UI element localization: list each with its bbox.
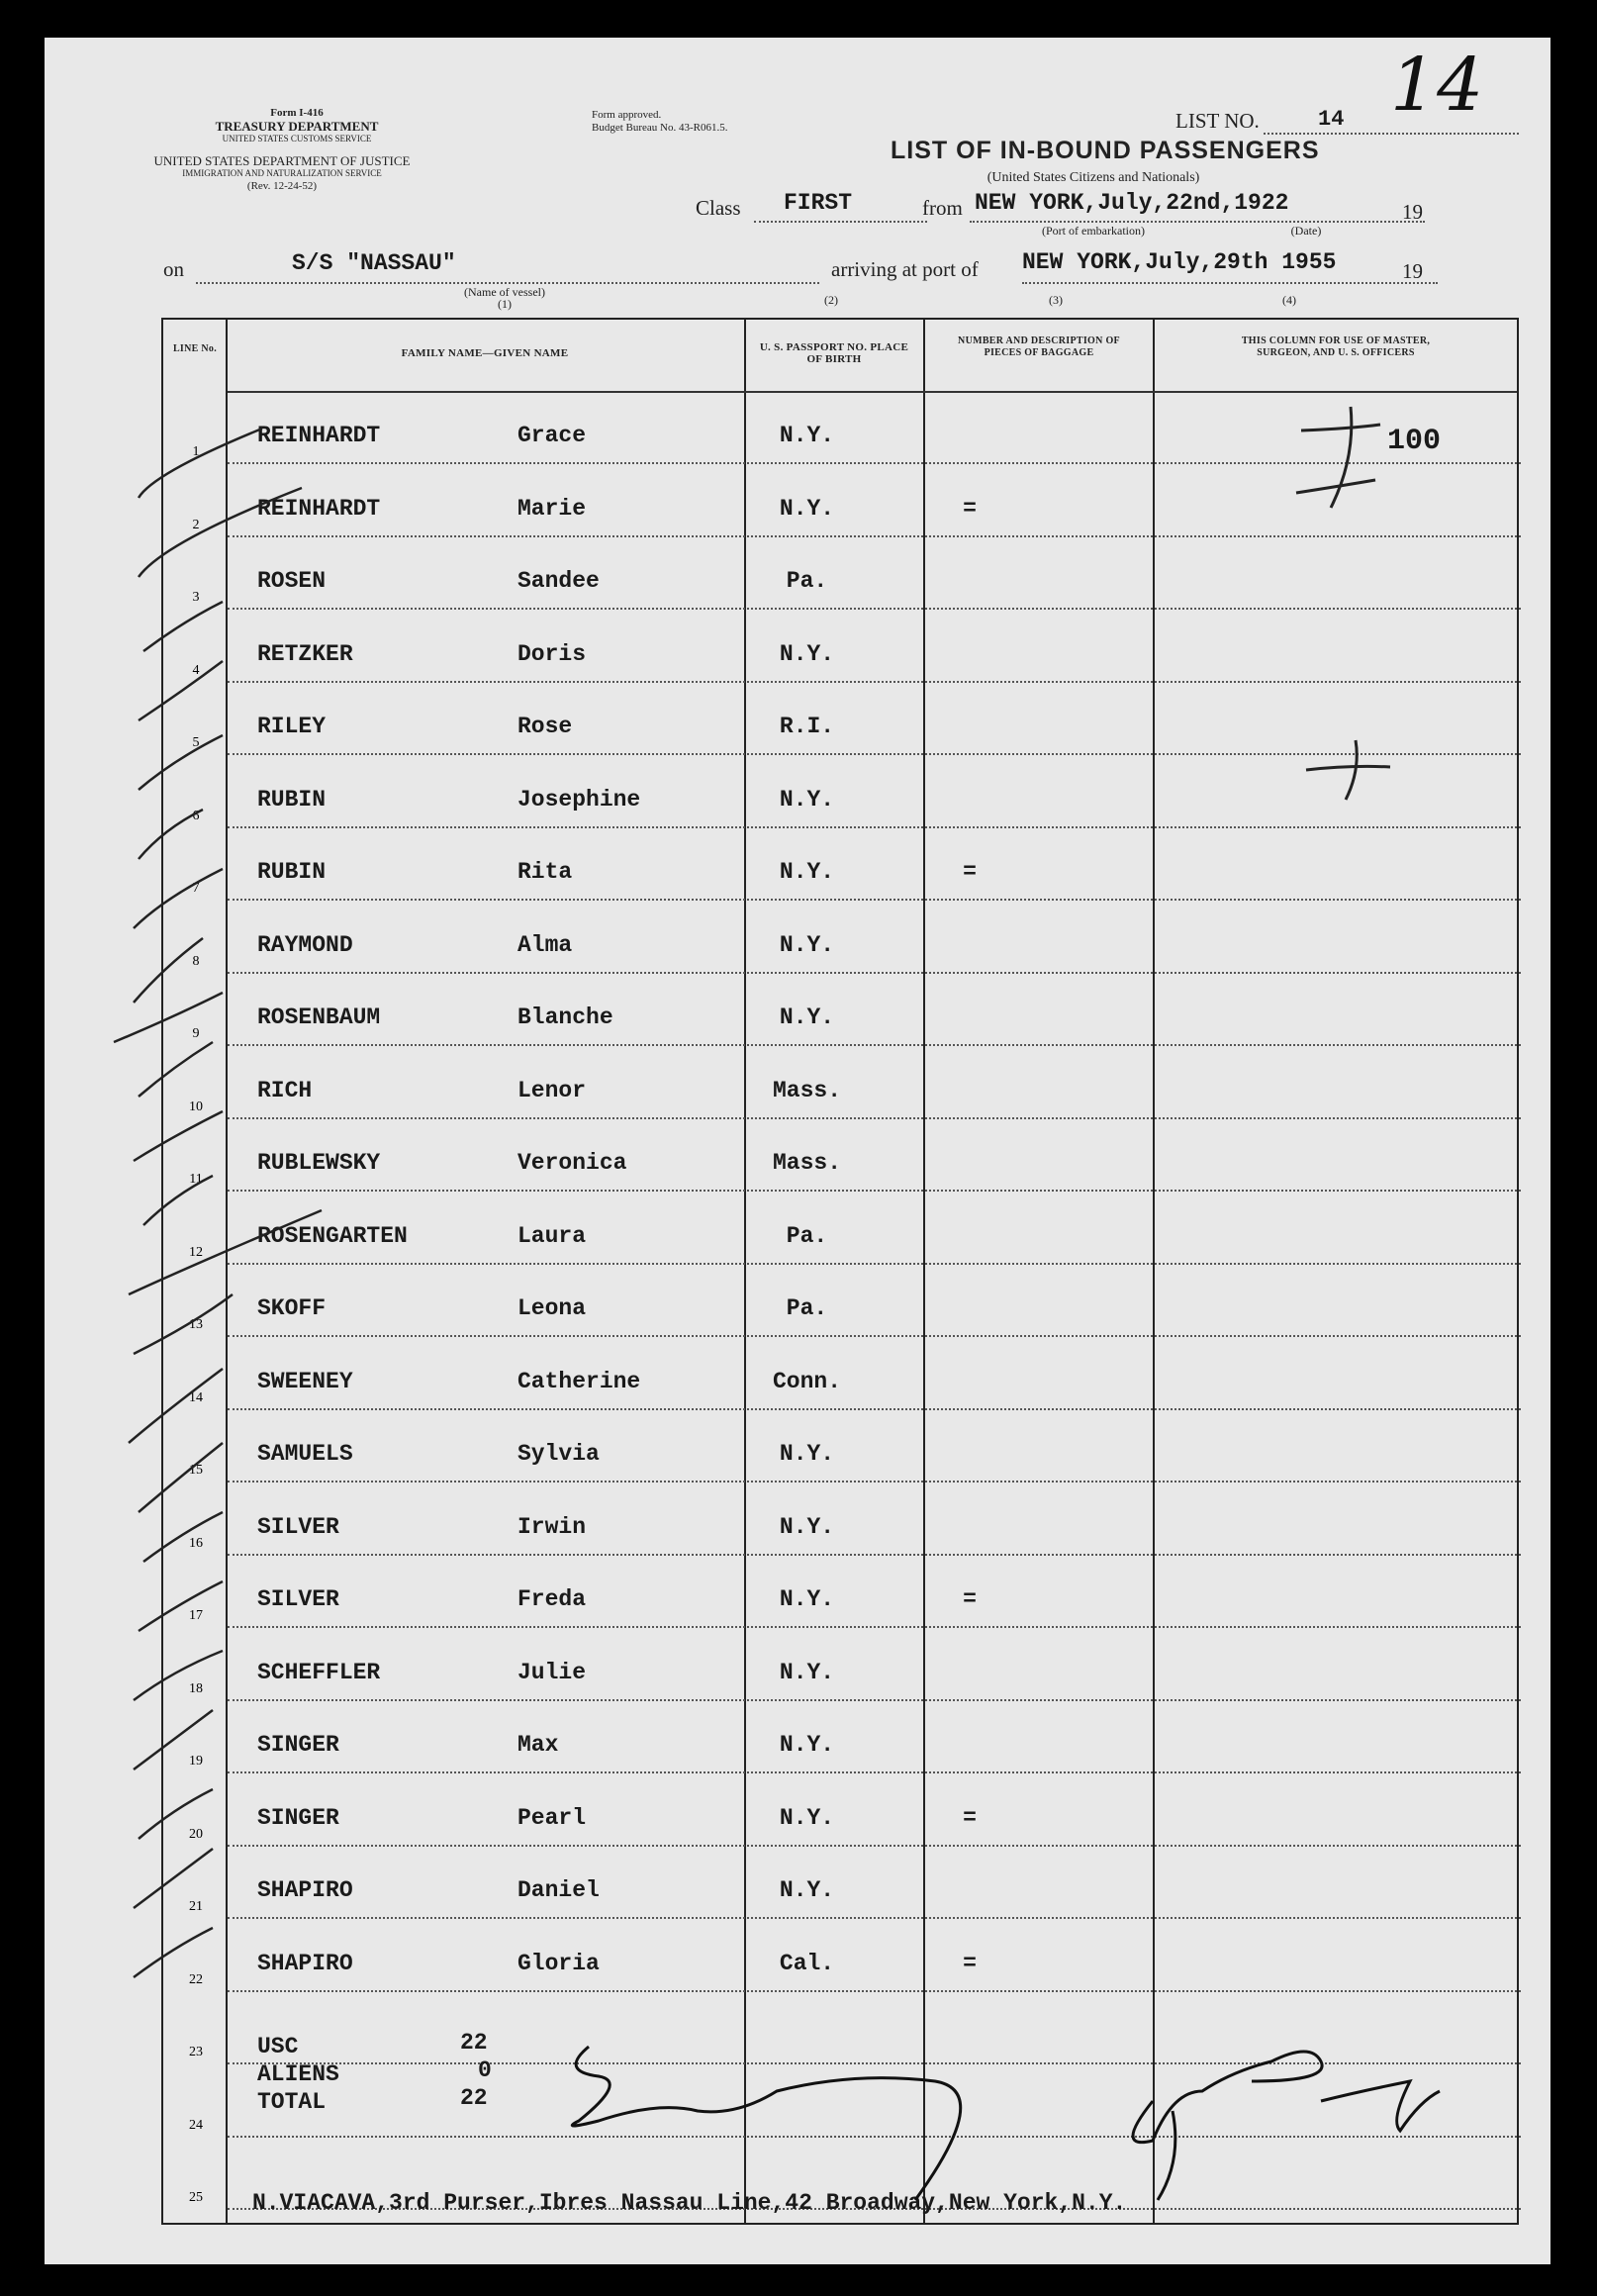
given-name: Laura bbox=[517, 1222, 587, 1249]
col3-number: (3) bbox=[1049, 293, 1063, 307]
place-of-birth: Conn. bbox=[772, 1368, 841, 1394]
family-name: REINHARDT bbox=[257, 423, 381, 448]
family-name: RUBLEWSKY bbox=[257, 1150, 381, 1176]
date-caption: (Date) bbox=[1290, 224, 1322, 238]
place-of-birth: Pa. bbox=[786, 1295, 828, 1321]
document-subtitle: (United States Citizens and Nationals) bbox=[986, 170, 1200, 185]
budget-bureau: Budget Bureau No. 43-R061.5. bbox=[592, 122, 728, 134]
line-number: 20 bbox=[189, 1826, 203, 1842]
line-number: 6 bbox=[192, 808, 200, 823]
handwritten-page-number: 14 bbox=[1390, 43, 1484, 128]
family-name: RILEY bbox=[257, 714, 327, 739]
ins-name: IMMIGRATION AND NATURALIZATION SERVICE bbox=[182, 168, 382, 178]
margin-check-marks bbox=[45, 38, 1550, 2264]
revision: (Rev. 12-24-52) bbox=[246, 180, 318, 192]
given-name: Irwin bbox=[517, 1513, 587, 1540]
line-number: 7 bbox=[192, 881, 200, 896]
line-number: 5 bbox=[192, 735, 200, 750]
form-approved: Form approved. bbox=[592, 109, 662, 121]
col4-number: (4) bbox=[1282, 293, 1296, 307]
family-name: SAMUELS bbox=[257, 1441, 353, 1467]
place-of-birth: Mass. bbox=[772, 1077, 841, 1103]
given-name: Julie bbox=[517, 1659, 587, 1685]
line-number: 15 bbox=[189, 1463, 203, 1478]
given-name: Grace bbox=[517, 423, 587, 448]
family-name: REINHARDT bbox=[257, 495, 381, 522]
given-name: Josephine bbox=[517, 786, 641, 813]
family-name: ROSENBAUM bbox=[257, 1004, 381, 1030]
place-of-birth: N.Y. bbox=[779, 640, 835, 667]
given-name: Daniel bbox=[517, 1877, 600, 1903]
total-value: 22 bbox=[460, 2085, 488, 2111]
line-number: 4 bbox=[192, 662, 200, 678]
purser-signature-line: N.VIACAVA,3rd Purser,Ibres Nassau Line,42 Broadway,New York,N.Y. bbox=[252, 2190, 1127, 2216]
total-label: TOTAL bbox=[257, 2089, 327, 2115]
place-of-birth: N.Y. bbox=[779, 1586, 835, 1612]
line-number: 19 bbox=[189, 1754, 203, 1769]
vessel-name: S/S "NASSAU" bbox=[292, 250, 456, 276]
given-name: Alma bbox=[517, 931, 573, 958]
col-header-name: FAMILY NAME—GIVEN NAME bbox=[401, 347, 569, 359]
list-no-value: 14 bbox=[1318, 107, 1345, 132]
given-name: Veronica bbox=[517, 1150, 627, 1176]
place-of-birth: R.I. bbox=[779, 714, 835, 739]
line-number: 13 bbox=[189, 1317, 203, 1332]
line-number: 21 bbox=[189, 1899, 203, 1914]
place-of-birth: N.Y. bbox=[779, 1804, 835, 1831]
family-name: ROSENGARTEN bbox=[257, 1222, 408, 1249]
given-name: Leona bbox=[517, 1295, 587, 1321]
given-name: Marie bbox=[517, 495, 587, 522]
given-name: Pearl bbox=[517, 1804, 587, 1831]
col2-number: (2) bbox=[824, 293, 838, 307]
list-no-label: LIST NO. bbox=[1175, 109, 1260, 133]
col-header-baggage: NUMBER AND DESCRIPTION OF PIECES OF BAGGAGE bbox=[958, 335, 1120, 358]
family-name: SINGER bbox=[257, 1732, 339, 1758]
family-name: RUBIN bbox=[257, 859, 327, 885]
family-name: ROSEN bbox=[257, 568, 327, 594]
given-name: Rita bbox=[517, 859, 573, 885]
place-of-birth: N.Y. bbox=[779, 495, 835, 522]
aliens-value: 0 bbox=[478, 2057, 492, 2083]
given-name: Sylvia bbox=[517, 1441, 600, 1467]
line-number: 17 bbox=[189, 1608, 203, 1623]
line-number: 24 bbox=[189, 2117, 203, 2133]
given-name: Gloria bbox=[517, 1950, 600, 1976]
vessel-caption: (Name of vessel) bbox=[464, 285, 545, 299]
baggage: = bbox=[963, 859, 977, 885]
place-of-birth: N.Y. bbox=[779, 1877, 835, 1903]
family-name: RAYMOND bbox=[257, 931, 353, 958]
line-number: 8 bbox=[192, 953, 200, 969]
line-number: 16 bbox=[189, 1535, 203, 1551]
family-name: SILVER bbox=[257, 1513, 339, 1540]
baggage: = bbox=[963, 1804, 977, 1831]
place-of-birth: N.Y. bbox=[779, 931, 835, 958]
line-number: 2 bbox=[192, 517, 200, 532]
family-name: SCHEFFLER bbox=[257, 1659, 381, 1685]
given-name: Doris bbox=[517, 640, 587, 667]
line-number: 3 bbox=[192, 590, 200, 605]
place-of-birth: N.Y. bbox=[779, 859, 835, 885]
place-of-birth: N.Y. bbox=[779, 1004, 835, 1030]
place-of-birth: N.Y. bbox=[779, 1513, 835, 1540]
class-label: Class bbox=[696, 196, 741, 220]
col-header-officers: THIS COLUMN FOR USE OF MASTER, SURGEON, AND U. S. OFFICERS bbox=[1241, 335, 1431, 358]
arriving-label: arriving at port of bbox=[831, 257, 979, 281]
line-number: 1 bbox=[192, 444, 200, 459]
aliens-label: ALIENS bbox=[257, 2061, 339, 2087]
col-header-passport: U. S. PASSPORT NO. PLACE OF BIRTH bbox=[759, 341, 909, 365]
year-suffix-1: 19 bbox=[1402, 200, 1423, 224]
family-name: SINGER bbox=[257, 1804, 339, 1831]
port-embarkation-caption: (Port of embarkation) bbox=[1042, 224, 1145, 238]
family-name: SHAPIRO bbox=[257, 1950, 353, 1976]
on-label: on bbox=[163, 257, 184, 281]
given-name: Lenor bbox=[517, 1077, 587, 1103]
line-number: 18 bbox=[189, 1680, 203, 1696]
usc-value: 22 bbox=[460, 2030, 488, 2056]
place-of-birth: Pa. bbox=[786, 568, 828, 594]
family-name: SWEENEY bbox=[257, 1368, 353, 1394]
baggage: = bbox=[963, 1950, 977, 1976]
officer-mark-100: 100 bbox=[1387, 425, 1442, 458]
treasury-dept: TREASURY DEPARTMENT bbox=[215, 119, 379, 134]
col-header-line: LINE No. bbox=[172, 343, 218, 354]
place-of-birth: Mass. bbox=[772, 1150, 841, 1176]
place-of-birth: Pa. bbox=[786, 1222, 828, 1249]
given-name: Rose bbox=[517, 714, 573, 739]
customs-service: UNITED STATES CUSTOMS SERVICE bbox=[222, 134, 372, 144]
given-name: Blanche bbox=[517, 1004, 613, 1030]
family-name: RUBIN bbox=[257, 786, 327, 813]
manifest-page bbox=[45, 38, 1550, 2264]
line-number: 23 bbox=[189, 2045, 203, 2059]
line-number: 11 bbox=[189, 1172, 203, 1187]
place-of-birth: Cal. bbox=[779, 1950, 835, 1976]
from-label: from bbox=[922, 196, 963, 220]
line-number: 25 bbox=[189, 2190, 203, 2205]
place-of-birth: N.Y. bbox=[779, 1732, 835, 1758]
family-name: SKOFF bbox=[257, 1295, 327, 1321]
family-name: RETZKER bbox=[257, 640, 353, 667]
given-name: Freda bbox=[517, 1586, 587, 1612]
family-name: RICH bbox=[257, 1077, 313, 1103]
year-suffix-2: 19 bbox=[1402, 259, 1423, 283]
baggage: = bbox=[963, 1586, 977, 1612]
arriving-value: NEW YORK,July,29th 1955 bbox=[1022, 249, 1337, 275]
from-value: NEW YORK,July,22nd,1922 bbox=[975, 190, 1289, 216]
place-of-birth: N.Y. bbox=[779, 786, 835, 813]
line-number: 14 bbox=[189, 1389, 203, 1405]
form-number: Form I-416 bbox=[270, 107, 324, 119]
family-name: SHAPIRO bbox=[257, 1877, 353, 1903]
given-name: Sandee bbox=[517, 568, 600, 594]
given-name: Max bbox=[517, 1732, 559, 1758]
line-number: 9 bbox=[192, 1026, 200, 1041]
baggage: = bbox=[963, 495, 977, 522]
place-of-birth: N.Y. bbox=[779, 1659, 835, 1685]
line-number: 22 bbox=[189, 1971, 203, 1987]
given-name: Catherine bbox=[517, 1368, 641, 1394]
place-of-birth: N.Y. bbox=[779, 1441, 835, 1467]
usc-label: USC bbox=[257, 2034, 299, 2059]
line-number: 12 bbox=[189, 1244, 203, 1260]
family-name: SILVER bbox=[257, 1586, 339, 1612]
justice-dept: UNITED STATES DEPARTMENT OF JUSTICE bbox=[153, 153, 411, 168]
class-value: FIRST bbox=[784, 190, 853, 216]
line-number: 10 bbox=[189, 1099, 203, 1114]
place-of-birth: N.Y. bbox=[779, 423, 835, 448]
document-title: LIST OF IN-BOUND PASSENGERS bbox=[891, 137, 1320, 164]
vessel-caption-number: (1) bbox=[498, 297, 512, 311]
